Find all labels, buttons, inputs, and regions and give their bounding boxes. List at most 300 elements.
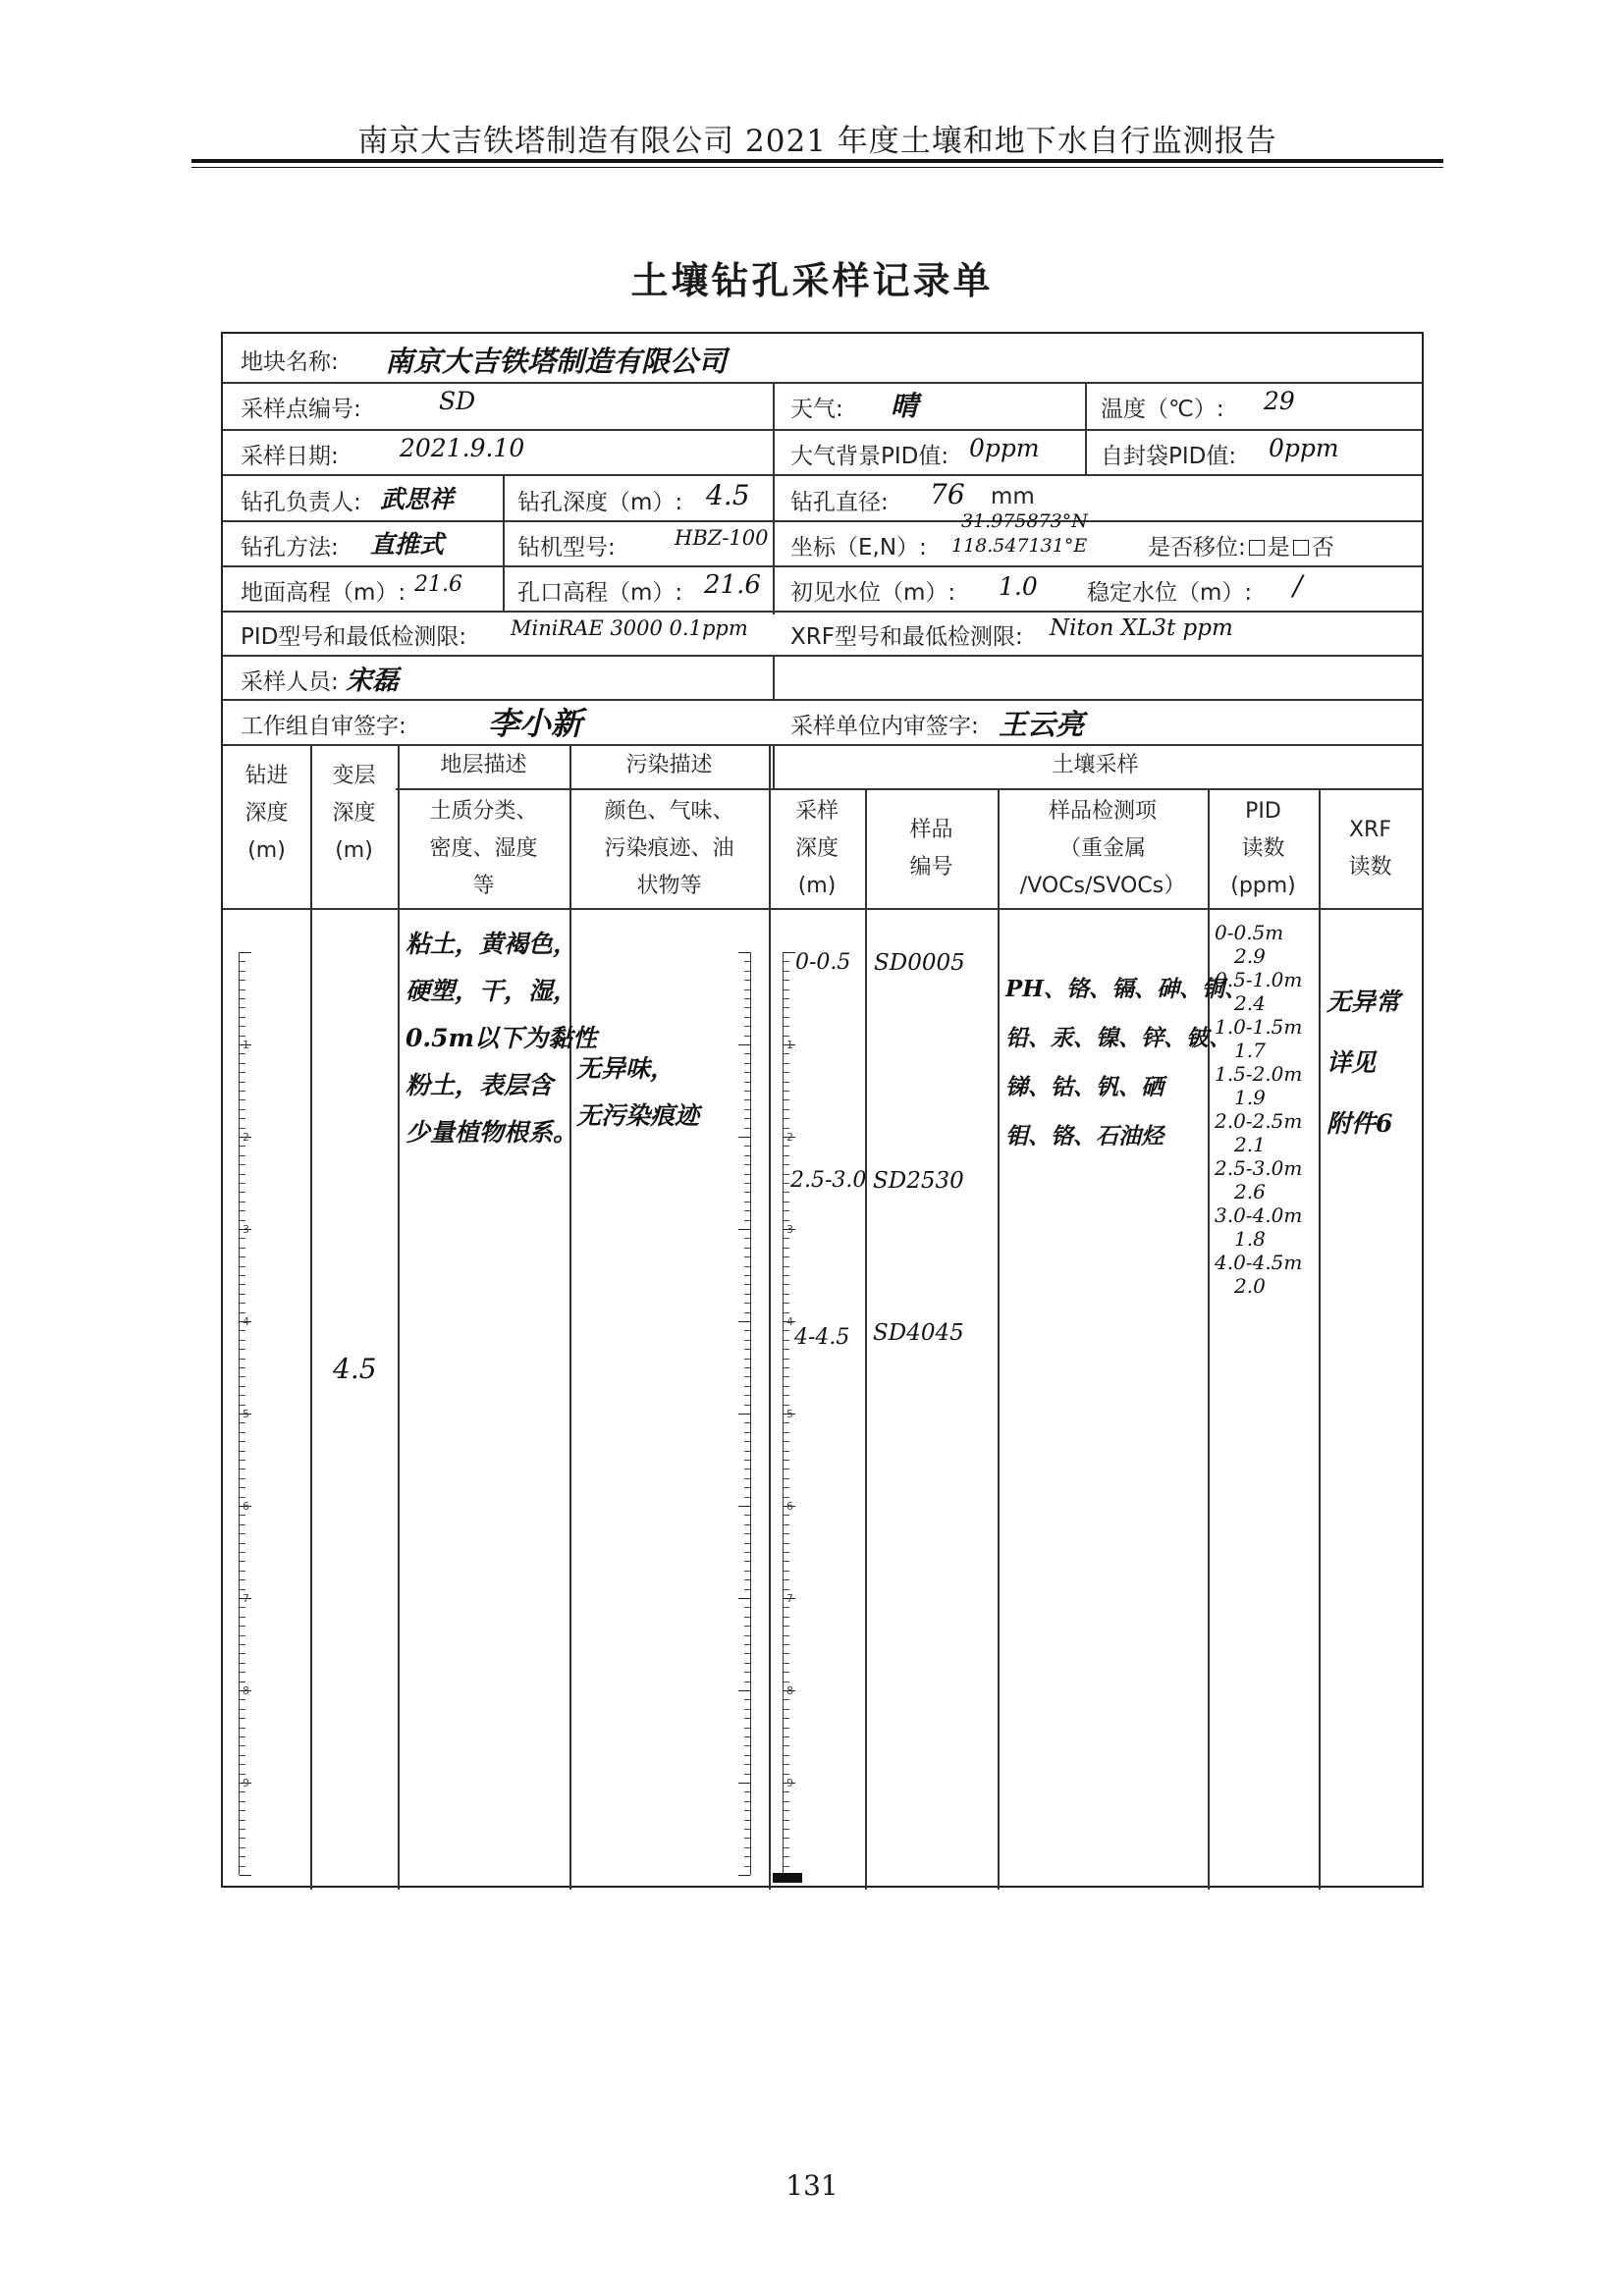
ruler-tick — [744, 1174, 750, 1175]
ruler-tick — [784, 1755, 789, 1756]
ruler-tick — [784, 1589, 789, 1590]
ruler-tick — [784, 1118, 789, 1119]
ruler-label: 8 — [786, 1684, 793, 1697]
ruler-tick — [744, 1838, 750, 1839]
sampler-label: 采样人员: — [241, 669, 339, 695]
ruler-tick — [744, 1146, 750, 1147]
ruler-tick — [744, 1091, 750, 1092]
ruler-tick — [784, 1210, 789, 1211]
ruler-tick — [240, 1340, 245, 1341]
depth-ruler-pollution — [736, 952, 751, 1875]
ruler-tick — [744, 1699, 750, 1700]
ruler-tick — [240, 1460, 245, 1461]
ground-elev-value: 21.6 — [414, 572, 462, 597]
ruler-tick — [738, 1690, 750, 1691]
ruler-tick — [784, 1571, 789, 1572]
unit-review-signature: 王云亮 — [999, 708, 1085, 741]
ruler-tick — [784, 1441, 789, 1442]
ruler-tick — [784, 1422, 789, 1423]
ruler-tick — [784, 1626, 789, 1627]
ruler-tick — [744, 1644, 750, 1645]
ruler-tick — [744, 1533, 750, 1534]
ruler-tick — [744, 1791, 750, 1792]
ruler-tick — [784, 1294, 789, 1295]
ruler-tick — [240, 1764, 245, 1765]
ruler-tick — [240, 1359, 245, 1360]
pid-model-label: PID型号和最低检测限: — [241, 624, 467, 650]
ruler-tick — [744, 1155, 750, 1156]
ruler-tick — [240, 1284, 245, 1285]
ruler-tick — [744, 1589, 750, 1590]
ruler-tick — [784, 1359, 789, 1360]
ruler-tick — [744, 971, 750, 972]
ruler-tick — [744, 1118, 750, 1119]
ruler-label: 1 — [786, 1039, 793, 1051]
ruler-tick — [240, 1718, 245, 1719]
test-items-list: PH、铬、镉、砷、铜、 铅、汞、镍、锌、铍、 锑、钴、钒、硒 钼、铬、石油烃 — [1005, 976, 1248, 1149]
hole-elev-value: 21.6 — [704, 570, 761, 600]
ruler-tick — [784, 1764, 789, 1765]
pid-readings: 0-0.5m 2.9 0.5-1.0m 2.4 1.0-1.5m 1.7 1.5-2.0m 1.9 2.0-2.5m 2.1 2.5-3.0m 2.6 3.0-4.0m 1.8 4.0-4.5m 2.0 — [1215, 921, 1303, 1298]
ruler-tick — [240, 1589, 245, 1590]
ruler-tick — [744, 1284, 750, 1285]
moved-yes-label: 是 — [1267, 535, 1290, 561]
ruler-tick — [744, 1266, 750, 1267]
ruler-tick — [784, 1820, 789, 1821]
ruler-tick — [784, 1653, 789, 1654]
ruler-tick — [744, 1330, 750, 1331]
bg-pid-value: 0ppm — [969, 434, 1040, 462]
ruler-tick — [784, 1053, 789, 1054]
ruler-tick — [784, 989, 789, 990]
ruler-tick — [240, 1579, 245, 1580]
ruler-tick — [240, 1478, 245, 1479]
ruler-tick — [784, 961, 789, 962]
ruler-tick — [240, 1543, 245, 1544]
ruler-tick — [744, 1256, 750, 1257]
ruler-tick — [784, 1201, 789, 1202]
self-review-label: 工作组自审签字: — [241, 714, 406, 739]
col-sample-depth: 采样 深度 (m) — [794, 799, 839, 898]
ruler-tick — [744, 1053, 750, 1054]
first-water-label: 初见水位（m）: — [790, 580, 956, 606]
ruler-label: 2 — [243, 1131, 249, 1144]
ruler-tick — [744, 1026, 750, 1027]
header-rule-thin — [191, 167, 1443, 168]
ruler-tick — [240, 1192, 245, 1193]
ruler-tick — [784, 1174, 789, 1175]
ruler-tick — [784, 1451, 789, 1452]
ruler-tick — [784, 1192, 789, 1193]
col-pollution: 颜色、气味、 污染痕迹、油 状物等 — [604, 799, 734, 898]
ruler-tick — [784, 1376, 789, 1377]
ruler-tick — [744, 1856, 750, 1857]
ruler-tick — [744, 1653, 750, 1654]
col-sample-no: 样品 编号 — [909, 818, 953, 880]
ruler-label: 2 — [786, 1131, 793, 1144]
ruler-tick — [744, 1663, 750, 1664]
col-pollution-title: 污染描述 — [625, 753, 713, 777]
ground-elev-label: 地面高程（m）: — [241, 580, 406, 606]
ruler-tick — [784, 1367, 789, 1368]
ruler-tick — [784, 1838, 789, 1839]
temp-value: 29 — [1264, 387, 1295, 415]
ruler-tick — [240, 980, 245, 981]
ruler-tick — [744, 1349, 750, 1350]
ruler-tick — [240, 1036, 245, 1037]
ruler-tick — [744, 1099, 750, 1100]
self-review-signature: 李小新 — [488, 705, 583, 742]
rig-value: HBZ-100 — [675, 526, 769, 550]
ruler-tick — [240, 1533, 245, 1534]
ruler-tick — [784, 1644, 789, 1645]
ruler-label: 7 — [243, 1592, 249, 1605]
diam-value: 76 — [930, 478, 965, 510]
ruler-tick — [784, 1386, 789, 1387]
ruler-label: 5 — [243, 1408, 249, 1420]
sample-depth-1: 0-0.5 — [795, 950, 851, 975]
ruler-tick — [744, 1220, 750, 1221]
ruler-tick — [784, 971, 789, 972]
ruler-tick — [240, 1303, 245, 1304]
ruler-tick — [240, 1238, 245, 1239]
ruler-tick — [240, 1561, 245, 1562]
ruler-tick — [784, 952, 795, 953]
ruler-tick — [784, 1007, 789, 1008]
method-label: 钻孔方法: — [241, 535, 339, 561]
coord-n-value: 31.975873°N — [961, 510, 1088, 532]
ruler-tick — [744, 1164, 750, 1165]
sample-id-1: SD0005 — [874, 950, 965, 976]
ruler-tick — [240, 1405, 245, 1406]
bag-pid-label: 自封袋PID值: — [1101, 444, 1237, 469]
ruler-tick — [784, 1063, 789, 1064]
ruler-tick — [738, 1783, 750, 1784]
ruler-tick — [744, 1847, 750, 1848]
diam-unit: mm — [991, 484, 1035, 509]
ruler-tick — [784, 1829, 789, 1830]
ruler-tick — [744, 1460, 750, 1461]
ruler-tick — [784, 1552, 789, 1553]
ruler-tick — [784, 1026, 789, 1027]
ruler-tick — [784, 1036, 789, 1037]
ruler-tick — [784, 1164, 789, 1165]
col-layer-depth: 变层 深度 (m) — [332, 764, 376, 863]
ruler-tick — [240, 1072, 245, 1073]
ruler-tick — [784, 1220, 789, 1221]
ruler-tick — [240, 1728, 245, 1729]
ruler-tick — [240, 1699, 245, 1700]
ruler-tick — [784, 1275, 789, 1276]
ruler-tick — [240, 1007, 245, 1008]
ruler-tick — [240, 1395, 245, 1396]
ruler-tick — [784, 1478, 789, 1479]
ruler-label: 8 — [243, 1684, 249, 1697]
ruler-tick — [240, 1256, 245, 1257]
ruler-tick — [744, 1340, 750, 1341]
ruler-tick — [784, 1432, 789, 1433]
ruler-tick — [744, 1718, 750, 1719]
ruler-tick — [784, 1847, 789, 1848]
ruler-tick — [744, 1552, 750, 1553]
ruler-tick — [744, 1579, 750, 1580]
ruler-label: 6 — [243, 1500, 249, 1513]
col-strata-title: 地层描述 — [440, 753, 527, 777]
ruler-tick — [240, 1856, 245, 1857]
ruler-label: 6 — [786, 1500, 793, 1513]
ruler-tick — [240, 1082, 245, 1083]
ruler-label: 4 — [243, 1315, 249, 1328]
ruler-tick — [240, 1220, 245, 1221]
ruler-tick — [240, 1663, 245, 1664]
ruler-tick — [784, 1017, 789, 1018]
ruler-tick — [744, 1007, 750, 1008]
ruler-tick — [240, 989, 245, 990]
sampler-value: 宋磊 — [346, 666, 399, 696]
ruler-tick — [744, 1672, 750, 1673]
ruler-tick — [784, 1561, 789, 1562]
ruler-tick — [240, 1422, 245, 1423]
ruler-tick — [240, 1099, 245, 1100]
ruler-tick — [240, 1552, 245, 1553]
ruler-tick — [240, 1644, 245, 1645]
col-test-items: 样品检测项 （重金属 /VOCs/SVOCs） — [1019, 799, 1186, 898]
ruler-tick — [744, 1497, 750, 1498]
ruler-tick — [240, 1709, 245, 1710]
ruler-tick — [240, 1672, 245, 1673]
ruler-tick — [744, 1303, 750, 1304]
ruler-tick — [784, 1303, 789, 1304]
ruler-tick — [744, 1359, 750, 1360]
ruler-tick — [744, 1238, 750, 1239]
ruler-tick — [744, 1036, 750, 1037]
ruler-tick — [744, 1441, 750, 1442]
ruler-tick — [744, 1395, 750, 1396]
ruler-tick — [738, 1414, 750, 1415]
sample-depth-2: 2.5-3.0 — [790, 1168, 867, 1193]
ruler-tick — [784, 1635, 789, 1636]
ruler-tick — [784, 1579, 789, 1580]
ruler-tick — [240, 961, 245, 962]
ruler-tick — [240, 1820, 245, 1821]
ruler-tick — [784, 1468, 789, 1469]
ruler-tick — [784, 1460, 789, 1461]
bg-pid-label: 大气背景PID值: — [790, 444, 949, 469]
ruler-tick — [784, 1405, 789, 1406]
ruler-tick — [744, 1487, 750, 1488]
ruler-tick — [738, 1875, 750, 1876]
ruler-tick — [784, 1663, 789, 1664]
rig-label: 钻机型号: — [517, 535, 616, 561]
ruler-tick — [240, 1312, 245, 1313]
site-name-value: 南京大吉铁塔制造有限公司 — [385, 345, 728, 378]
date-value: 2021.9.10 — [400, 434, 525, 462]
ruler-tick — [744, 1607, 750, 1608]
ruler-tick — [240, 1774, 245, 1775]
checkbox-yes — [1249, 540, 1265, 556]
temp-label: 温度（℃）: — [1101, 397, 1224, 422]
ruler-tick — [240, 1053, 245, 1054]
ruler-tick — [744, 1561, 750, 1562]
ruler-tick — [784, 1728, 789, 1729]
ruler-tick — [240, 1626, 245, 1627]
ruler-tick — [744, 1829, 750, 1830]
stable-water-label: 稳定水位（m）: — [1087, 580, 1253, 606]
weather-value: 晴 — [891, 390, 919, 422]
ruler-label: 9 — [786, 1777, 793, 1789]
ruler-tick — [744, 1524, 750, 1525]
ruler-tick — [744, 1709, 750, 1710]
ruler-tick — [744, 1210, 750, 1211]
ruler-tick — [240, 1183, 245, 1184]
sample-id-2: SD2530 — [873, 1168, 964, 1194]
ruler-tick — [240, 1866, 245, 1867]
ruler-tick — [784, 1284, 789, 1285]
ruler-tick — [240, 1266, 245, 1267]
ruler-tick — [240, 1330, 245, 1331]
ruler-tick — [744, 1275, 750, 1276]
depth-label: 钻孔深度（m）: — [517, 490, 683, 515]
ruler-tick — [784, 1091, 789, 1092]
ruler-tick — [738, 1229, 750, 1230]
ruler-tick — [744, 961, 750, 962]
ruler-tick — [784, 1330, 789, 1331]
ruler-tick — [784, 980, 789, 981]
depth-ruler-left — [239, 952, 253, 1875]
ruler-tick — [784, 1791, 789, 1792]
ruler-tick — [784, 1736, 789, 1737]
unit-review-label: 采样单位内审签字: — [790, 714, 979, 739]
ruler-tick — [784, 1497, 789, 1498]
ruler-tick — [744, 1451, 750, 1452]
ruler-tick — [744, 1376, 750, 1377]
ruler-tick — [744, 1063, 750, 1064]
col-xrf: XRF 读数 — [1348, 818, 1392, 880]
xrf-model-value: Niton XL3t ppm — [1050, 615, 1233, 641]
ruler-tick — [744, 998, 750, 999]
ruler-tick — [738, 1137, 750, 1138]
site-name-label: 地块名称: — [241, 349, 339, 375]
ruler-tick — [240, 1063, 245, 1064]
stable-water-value: / — [1293, 569, 1303, 602]
point-no-value: SD — [439, 387, 476, 415]
ruler-tick — [744, 1810, 750, 1811]
ruler-tick — [744, 1017, 750, 1018]
ruler-tick — [784, 1155, 789, 1156]
col-strata: 土质分类、 密度、湿度 等 — [429, 799, 538, 898]
moved-field — [1148, 529, 1334, 561]
col-pid: PID 读数 (ppm) — [1230, 799, 1296, 898]
ruler-tick — [240, 1210, 245, 1211]
ruler-tick — [744, 1617, 750, 1618]
sampling-record-form — [221, 332, 1424, 1888]
ruler-tick — [744, 1109, 750, 1110]
ruler-tick — [240, 1451, 245, 1452]
ruler-tick — [240, 971, 245, 972]
ruler-tick — [784, 1524, 789, 1525]
ruler-tick — [240, 1164, 245, 1165]
ruler-tick — [240, 1829, 245, 1830]
ruler-tick — [240, 1201, 245, 1202]
ruler-tick — [744, 1312, 750, 1313]
ruler-tick — [240, 1432, 245, 1433]
ruler-tick — [240, 1847, 245, 1848]
ruler-tick — [784, 1340, 789, 1341]
depth-ruler-sample — [783, 952, 797, 1875]
ruler-tick — [240, 1155, 245, 1156]
ruler-tick — [784, 998, 789, 999]
ruler-tick — [784, 1099, 789, 1100]
ruler-tick — [744, 1128, 750, 1129]
pollution-description: 无异味， 无污染痕迹 — [576, 1054, 700, 1130]
xrf-reading: 无异常 详见 附件6 — [1326, 988, 1401, 1138]
ruler-tick — [784, 1533, 789, 1534]
ruler-tick — [784, 1146, 789, 1147]
ruler-tick — [240, 1524, 245, 1525]
ruler-tick — [784, 1745, 789, 1746]
ruler-tick — [784, 1801, 789, 1802]
ruler-label: 3 — [243, 1223, 249, 1236]
ruler-tick — [240, 1118, 245, 1119]
ruler-tick — [784, 1312, 789, 1313]
method-value: 直推式 — [370, 530, 445, 559]
ruler-tick — [744, 1728, 750, 1729]
sample-depth-3: 4-4.5 — [794, 1325, 850, 1350]
moved-label: 是否移位: — [1148, 535, 1246, 561]
ruler-tick — [744, 1543, 750, 1544]
ruler-tick — [744, 1571, 750, 1572]
ruler-tick — [744, 1745, 750, 1746]
ruler-tick — [744, 1405, 750, 1406]
ruler-tick — [784, 1515, 789, 1516]
moved-no-label: 否 — [1311, 535, 1334, 561]
ruler-tick — [744, 1183, 750, 1184]
ruler-tick — [784, 1774, 789, 1775]
ruler-tick — [784, 1082, 789, 1083]
ruler-tick — [240, 1128, 245, 1129]
ruler-tick — [240, 1386, 245, 1387]
ruler-tick — [784, 1709, 789, 1710]
ruler-tick — [744, 1478, 750, 1479]
ruler-tick — [744, 1432, 750, 1433]
ruler-tick — [738, 1321, 750, 1322]
ruler-tick — [784, 1607, 789, 1608]
ruler-tick — [744, 1755, 750, 1756]
ruler-tick — [784, 1718, 789, 1719]
ruler-tick — [240, 1091, 245, 1092]
ruler-tick — [240, 1174, 245, 1175]
ruler-tick — [240, 1838, 245, 1839]
ruler-tick — [784, 1266, 789, 1267]
header-rule — [191, 159, 1443, 163]
ruler-tick — [738, 1044, 750, 1045]
coord-label: 坐标（E,N）: — [790, 535, 927, 561]
xrf-model-label: XRF型号和最低检测限: — [790, 624, 1023, 650]
date-label: 采样日期: — [241, 444, 339, 469]
ruler-tick — [744, 1736, 750, 1737]
ruler-tick — [240, 1875, 251, 1876]
ruler-tick — [784, 1183, 789, 1184]
ruler-tick — [240, 1376, 245, 1377]
strata-description: 粘土，黄褐色， 硬塑，干，湿， 0.5m以下为黏性 粉土，表层含 少量植物根系。 — [406, 930, 597, 1147]
ruler-tick — [240, 1791, 245, 1792]
ruler-label: 9 — [243, 1777, 249, 1789]
ruler-tick — [240, 1294, 245, 1295]
ruler-label: 3 — [786, 1223, 793, 1236]
ruler-tick — [744, 1801, 750, 1802]
ruler-tick — [240, 1248, 245, 1249]
ruler-tick — [744, 1386, 750, 1387]
